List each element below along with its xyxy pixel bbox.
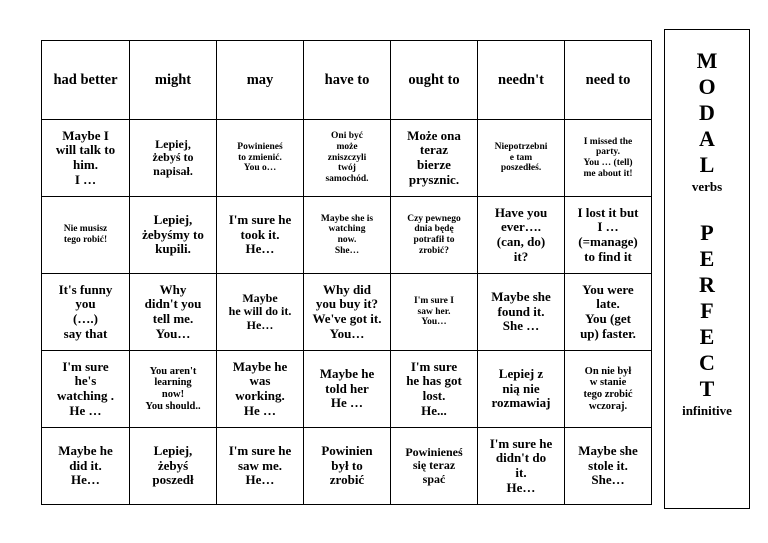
cell-text-line: tego robić! (63, 235, 108, 245)
cell-text-line: samochód. (325, 173, 369, 184)
cell-text-line: Have you (494, 204, 548, 220)
cell-text-line: now! (161, 389, 185, 400)
cell-text-line: him. (73, 157, 98, 172)
cell-text-line: will talk to (55, 142, 116, 158)
cell-text-line: Oni być (331, 131, 363, 142)
cell-text-line: Maybe she (578, 443, 638, 459)
cell-text-line: I lost it but (577, 204, 639, 220)
modal-verbs-grid (41, 40, 652, 505)
cell-text-line: me about it! (583, 168, 633, 179)
cell-text-line: żebyś to (152, 150, 194, 165)
cell-text-line: bierze (417, 157, 451, 172)
grid-cell (565, 428, 652, 505)
cell-text-line: He… (246, 317, 274, 332)
cell-text-line: Lepiej, (155, 136, 191, 151)
title-letter: F (700, 298, 714, 323)
grid-row (42, 351, 652, 428)
grid-row (42, 120, 652, 197)
cell-text-line: I'm sure he (228, 443, 292, 459)
cell-text-line: zniszczyli (327, 152, 367, 163)
cell-text-line: Why did (322, 281, 372, 297)
grid-row (42, 428, 652, 505)
title-letter: C (699, 350, 715, 375)
grid-cell (391, 428, 478, 505)
title-letter: O (698, 74, 716, 99)
grid-cell (565, 274, 652, 351)
grid-cell (42, 120, 130, 197)
grid-cell (217, 428, 304, 505)
cell-text-line: didn't you (144, 296, 202, 312)
cell-text-line: Czy pewnego (407, 213, 461, 224)
cell-text-line: working. (235, 388, 285, 403)
grid-cell (304, 428, 391, 505)
cell-text-line: żebyś (157, 457, 189, 473)
header-cell: had better (42, 41, 130, 120)
cell-text-line: spać (422, 471, 446, 486)
cell-text-line: He … (330, 395, 364, 411)
cell-text-line: He... (421, 402, 447, 418)
grid-cell (304, 197, 391, 274)
grid-cell (217, 351, 304, 428)
cell-text-line: took it. (240, 226, 280, 242)
cell-text-line: you buy it? (315, 296, 379, 312)
cell-text-line: You … (tell) (583, 158, 633, 168)
cell-text-line: he's (74, 373, 97, 389)
grid-cell (304, 274, 391, 351)
cell-text-line: I'm sure (410, 358, 458, 374)
header-cell: have to (304, 41, 391, 120)
cell-text-line: Maybe he (319, 366, 375, 382)
title-letter: E (699, 246, 715, 271)
cell-text-line: (=manage) (578, 234, 638, 249)
cell-text-line: party. (595, 147, 620, 158)
cell-text-line: She … (502, 318, 540, 334)
grid-cell (130, 351, 217, 428)
cell-text-line: stole it. (588, 457, 628, 473)
cell-text-line: e tam (509, 152, 533, 163)
cell-text-line: Maybe she (491, 289, 551, 305)
grid-cell (478, 428, 565, 505)
grid-cell (130, 120, 217, 197)
grid-cell (565, 351, 652, 428)
perfect-word (665, 220, 749, 402)
grid-cell (391, 120, 478, 197)
cell-text-line: up) faster. (580, 325, 636, 341)
cell-text-line: rozmawiaj (491, 395, 551, 411)
cell-text-line: didn't do (495, 450, 547, 466)
cell-text-line: it? (513, 248, 529, 264)
header-cell: might (130, 41, 217, 120)
grid-cell (565, 120, 652, 197)
cell-text-line: napisał. (153, 163, 193, 178)
cell-text-line: I … (597, 219, 619, 235)
grid-cell (42, 197, 130, 274)
title-letter: A (699, 126, 715, 151)
cell-text-line: dnia będę (414, 224, 454, 235)
cell-text-line: You o… (243, 163, 277, 174)
spacer (665, 196, 749, 220)
cell-text-line: He… (71, 472, 100, 488)
cell-text-line: kupili. (155, 241, 191, 257)
infinitive-label: infinitive (682, 403, 732, 418)
cell-text-line: to zmienić. (238, 152, 282, 163)
grid-cell (42, 428, 130, 505)
cell-text-line: ever…. (500, 219, 542, 235)
cell-text-line: poszedłeś. (500, 163, 542, 174)
grid-cell (130, 197, 217, 274)
grid-cell (478, 197, 565, 274)
cell-text-line: Maybe (242, 290, 278, 305)
cell-text-line: Lepiej z (498, 366, 544, 382)
grid-cell (478, 274, 565, 351)
cell-text-line: I … (74, 171, 97, 187)
cell-text-line: You aren't (149, 365, 197, 377)
cell-text-line: You… (329, 325, 365, 341)
cell-text-line: I'm sure he (228, 212, 292, 228)
cell-text-line: może (336, 142, 358, 153)
grid-cell (130, 428, 217, 505)
header-cell: may (217, 41, 304, 120)
cell-text-line: tego zrobić (583, 389, 633, 400)
modal-word (665, 48, 749, 178)
grid-cell (478, 120, 565, 197)
cell-text-line: twój (338, 163, 356, 174)
cell-text-line: say that (63, 325, 108, 341)
cell-text-line: he has got (406, 373, 462, 389)
header-cell: need to (565, 41, 652, 120)
grid-cell (391, 197, 478, 274)
grid-row (42, 197, 652, 274)
cell-text-line: w stanie (589, 377, 627, 389)
cell-text-line: I'm sure (62, 358, 109, 374)
cell-text-line: Powinien (321, 443, 373, 459)
cell-text-line: Lepiej, (153, 212, 193, 228)
cell-text-line: Może ona (407, 127, 461, 143)
title-letter: D (699, 100, 715, 125)
header-cell: ought to (391, 41, 478, 120)
cell-text-line: tell me. (152, 311, 194, 326)
grid-cell (217, 197, 304, 274)
cell-text-line: żebyśmy to (142, 226, 204, 242)
cell-text-line: told her (325, 380, 369, 396)
grid-cell (304, 120, 391, 197)
cell-text-line: I'm sure I (414, 296, 454, 307)
cell-text-line: nią nie (502, 380, 540, 396)
grid-cell (565, 197, 652, 274)
cell-text-line: found it. (497, 303, 545, 319)
cell-text-line: to find it (584, 248, 632, 264)
cell-text-line: watching (328, 224, 366, 235)
cell-text-line: Powinieneś (237, 142, 283, 153)
title-letter: P (700, 220, 714, 245)
grid-body (42, 41, 652, 505)
title-letter: M (696, 48, 718, 73)
cell-text-line: you (75, 296, 96, 312)
title-letter: T (699, 376, 715, 401)
cell-text-line: Why (159, 281, 187, 297)
cell-text-line: She… (334, 245, 360, 256)
cell-text-line: He … (69, 402, 102, 418)
cell-text-line: Nie musisz (63, 224, 108, 235)
side-title-box (664, 29, 750, 509)
cell-text-line: did it. (69, 457, 102, 473)
title-letter: E (699, 324, 715, 349)
grid-cell (130, 274, 217, 351)
cell-text-line: (can, do) (496, 234, 546, 249)
cell-text-line: He … (243, 402, 277, 418)
cell-text-line: was (249, 373, 271, 389)
title-letter: L (699, 152, 715, 177)
cell-text-line: he will do it. (228, 304, 292, 319)
cell-text-line: prysznic. (408, 171, 460, 187)
grid-cell (391, 274, 478, 351)
cell-text-line: wczoraj. (588, 400, 628, 412)
cell-text-line: był to (331, 457, 363, 473)
title-letter: R (699, 272, 715, 297)
cell-text-line: You (get (585, 311, 631, 326)
cell-text-line: Maybe she is (320, 213, 374, 224)
cell-text-line: zrobić (329, 472, 365, 488)
cell-text-line: potrafił to (413, 235, 455, 245)
cell-text-line: (….) (73, 311, 98, 326)
cell-text-line: Lepiej, (153, 443, 193, 459)
cell-text-line: We've got it. (312, 311, 382, 326)
cell-text-line: It's funny (58, 281, 113, 297)
grid-cell (217, 274, 304, 351)
cell-text-line: it. (515, 465, 527, 480)
cell-text-line: Maybe I (62, 127, 109, 143)
cell-text-line: saw her. (417, 306, 451, 317)
cell-text-line: On nie był (584, 365, 632, 377)
grid-cell (304, 351, 391, 428)
cell-text-line: You… (421, 317, 447, 328)
cell-text-line: Maybe he (232, 358, 288, 374)
cell-text-line: saw me. (237, 457, 283, 473)
cell-text-line: teraz (419, 142, 449, 158)
cell-text-line: Maybe he (58, 443, 113, 459)
header-row (42, 41, 652, 120)
grid-cell (217, 120, 304, 197)
cell-text-line: Powinieneś (405, 444, 463, 459)
cell-text-line: She… (591, 472, 625, 488)
cell-text-line: He… (506, 479, 536, 495)
cell-text-line: poszedł (152, 472, 194, 488)
cell-text-line: You… (155, 325, 191, 341)
cell-text-line: I'm sure he (489, 435, 553, 451)
cell-text-line: się teraz (412, 458, 456, 473)
cell-text-line: He… (245, 241, 275, 257)
grid-cell (478, 351, 565, 428)
grid-cell (42, 351, 130, 428)
header-cell: needn't (478, 41, 565, 120)
cell-text-line: watching . (56, 388, 115, 403)
cell-text-line: lost. (422, 388, 446, 403)
cell-text-line: He… (245, 472, 275, 488)
cell-text-line: learning (154, 377, 192, 389)
grid-cell (42, 274, 130, 351)
cell-text-line: zrobić? (419, 245, 449, 256)
verbs-label: verbs (691, 179, 723, 194)
cell-text-line: now. (337, 235, 357, 245)
cell-text-line: late. (596, 296, 620, 312)
grid-row (42, 274, 652, 351)
cell-text-line: I missed the (583, 136, 633, 147)
cell-text-line: You were (582, 281, 634, 297)
cell-text-line: You should.. (145, 400, 201, 412)
cell-text-line: Niepotrzebni (494, 142, 548, 153)
grid-cell (391, 351, 478, 428)
